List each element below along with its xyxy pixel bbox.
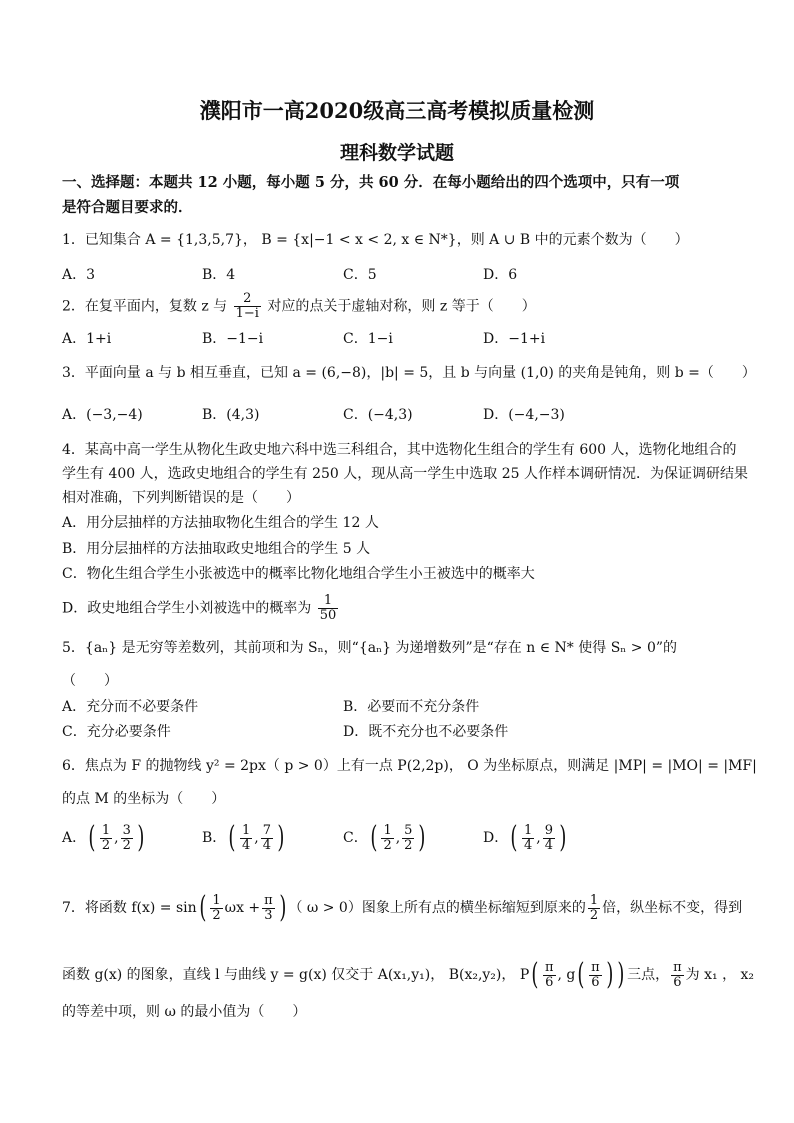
question-6-stem: 6．焦点为 F 的抛物线 y² = 2px（ p > 0）上有一点 P(2,2p)， O 为坐标原点，则满足 |MP| = |MO| = |MF| <box>62 758 757 774</box>
q7-l2-a: 函数 g(x) 的图象，直线 l 与曲线 y = g(x) 仅交于 A(x₁,y₁)， B(x₂,y₂)， P <box>62 967 530 983</box>
question-5-stem: 5．{aₙ} 是无穷等差数列，其前项和为 Sₙ，则“{aₙ} 为递增数列”是“存在 n ∈ N* 使得 Sₙ > 0”的 <box>62 640 678 656</box>
q4-option-a: A．用分层抽样的方法抽取物化生组合的学生 12 人 <box>62 515 379 531</box>
q3-option-d: D．(−4,−3) <box>483 407 565 423</box>
q7-l1-f1-num: 1 <box>212 892 221 908</box>
q6-c-x-den: 2 <box>383 837 392 853</box>
q4-option-d <box>62 594 340 623</box>
q7-l2-f3-den: 6 <box>673 974 682 990</box>
q7-l2-f3-num: π <box>673 959 682 975</box>
q5-option-d: D．既不充分也不必要条件 <box>343 724 509 740</box>
q4-frac-numerator: 1 <box>318 594 339 609</box>
q6-option-d: D．( $\frac{1}{4}$ , $\frac{9}{4}$ ) <box>483 820 567 855</box>
q2-option-d: D．−1+i <box>483 331 546 347</box>
q4-option-c: C．物化生组合学生小张被选中的概率比物化地组合学生小王被选中的概率大 <box>62 566 535 582</box>
q7-l2-b: , g <box>557 967 576 983</box>
q6-option-a-label: A． <box>62 830 87 846</box>
q2-fraction <box>234 292 261 321</box>
q6-option-c: C．( $\frac{1}{2}$ , $\frac{5}{2}$ ) <box>343 820 426 855</box>
q6-option-c-label: C． <box>343 830 368 846</box>
q1-option-c: C．5 <box>343 267 377 283</box>
q6-a-y-num: 3 <box>122 822 131 838</box>
q7-l1-f3-den: 2 <box>589 907 599 923</box>
q6-option-d-label: D． <box>483 830 509 846</box>
question-4-line3: 相对准确，下列判断错误的是（ ） <box>62 490 300 506</box>
q6-c-y-num: 5 <box>404 822 413 838</box>
q6-d-y-den: 4 <box>544 837 553 853</box>
q7-l1-f2-den: 3 <box>264 907 273 923</box>
section-instructions-line2: 是符合题目要求的． <box>62 199 193 216</box>
q7-l2-f1-den: 6 <box>545 974 554 990</box>
close-paren: ) <box>606 957 614 992</box>
q7-l2-f2-den: 6 <box>591 974 600 990</box>
q3-option-a: A．(−3,−4) <box>62 407 143 423</box>
q2-frac-denominator: 1−i <box>235 306 259 321</box>
q7-l1-f3-num: 1 <box>589 892 599 908</box>
close-paren: ) <box>279 890 287 925</box>
exam-subtitle: 理科数学试题 <box>339 142 454 164</box>
q7-l1-f1-den: 2 <box>212 907 221 923</box>
q6-b-y-num: 7 <box>262 822 272 838</box>
q5-option-b: B．必要而不充分条件 <box>343 699 480 715</box>
q2-option-b: B．−1−i <box>202 331 264 347</box>
q1-option-b: B．4 <box>202 267 236 283</box>
open-paren: ( <box>531 957 539 992</box>
q1-option-d: D．6 <box>483 267 518 283</box>
question-6-line2: 的点 M 的坐标为（ ） <box>62 791 226 807</box>
q5-option-a: A．充分而不必要条件 <box>62 699 199 715</box>
q7-l2-f1-num: π <box>544 959 554 975</box>
open-paren: ( <box>577 957 585 992</box>
question-4-line2: 学生有 400 人，选政史地组合的学生有 250 人，现从高一学生中选取 25 人作样本调研情况．为保证调研结果 <box>62 466 748 482</box>
question-5-paren: （ ） <box>62 673 118 689</box>
q3-option-c: C．(−4,3) <box>343 407 413 423</box>
q5-option-c: C．充分必要条件 <box>62 724 171 740</box>
open-paren: ( <box>88 820 96 855</box>
q6-d-x-den: 4 <box>523 837 533 853</box>
q6-option-b-label: B． <box>202 830 227 846</box>
close-paren: ) <box>559 820 567 855</box>
q1-option-a: A．3 <box>62 267 96 283</box>
q4-option-d-text: D．政史地组合学生小刘被选中的概率为 <box>62 600 312 617</box>
q7-l2-c: 三点， <box>627 967 670 983</box>
q6-b-x-den: 4 <box>242 837 251 853</box>
q3-option-b: B．(4,3) <box>202 407 260 423</box>
q2-option-c: C．1−i <box>343 331 393 347</box>
q2-frac-numerator: 2 <box>234 292 261 307</box>
question-7-line2 <box>62 957 755 992</box>
question-4-line1: 4．某高中高一学生从物化生政史地六科中选三科组合，其中选物化生组合的学生有 600 人，选物化地组合的 <box>62 442 737 458</box>
q6-d-x-num: 1 <box>523 822 533 838</box>
q6-a-x-num: 1 <box>101 822 111 838</box>
q2-option-a: A．1+i <box>62 331 112 347</box>
q7-l2-f2-num: π <box>591 959 600 975</box>
q7-l2-d: 为 x₁ ， x₂ <box>685 967 755 983</box>
exam-title: 濮阳市一高2020级高三高考模拟质量检测 <box>199 98 595 123</box>
q2-stem-end: 对应的点关于虚轴对称，则 z 等于（ ） <box>267 298 536 315</box>
q2-stem-start: 2．在复平面内，复数 z 与 <box>62 298 228 315</box>
close-paren: ) <box>418 820 426 855</box>
open-paren: ( <box>228 820 236 855</box>
q6-option-b: B．( $\frac{1}{4}$ , $\frac{7}{4}$ ) <box>202 820 285 855</box>
close-paren: ) <box>617 957 625 992</box>
question-1-stem: 1．已知集合 A = {1,3,5,7}， B = {x|−1 < x < 2, x ∈ N*}，则 A ∪ B 中的元素个数为（ ） <box>62 232 689 248</box>
q4-option-d-fraction <box>318 594 339 623</box>
q6-c-x-num: 1 <box>383 822 392 838</box>
question-7-line1 <box>62 890 743 925</box>
q6-c-y-den: 2 <box>404 837 413 853</box>
open-paren: ( <box>199 890 207 925</box>
q7-l1-d: 倍，纵坐标不变，得到 <box>602 900 743 916</box>
q6-option-a: A．( $\frac{1}{2}$ , $\frac{3}{2}$ ) <box>62 820 145 855</box>
q6-a-x-den: 2 <box>101 837 111 853</box>
question-7-line3: 的等差中项，则 ω 的最小值为（ ） <box>62 1004 307 1020</box>
q7-l1-c: （ ω > 0）图象上所有点的横坐标缩短到原来的 <box>288 900 586 916</box>
close-paren: ) <box>277 820 285 855</box>
open-paren: ( <box>370 820 378 855</box>
q6-a-y-den: 2 <box>122 837 131 853</box>
section-instructions-line1: 一、选择题：本题共 12 小题，每小题 5 分，共 60 分．在每小题给出的四个选项中，只有一项 <box>62 174 680 191</box>
q7-l1-f2-num: π <box>264 892 273 908</box>
q6-b-y-den: 4 <box>262 837 272 853</box>
q7-l1-a: 7．将函数 f(x) = sin <box>62 900 197 916</box>
question-3-stem: 3．平面向量 a 与 b 相互垂直，已知 a = (6,−8)，|b| = 5，且 b 与向量 (1,0) 的夹角是钝角，则 b =（ ） <box>62 365 756 381</box>
q6-d-y-num: 9 <box>544 822 553 838</box>
q6-b-x-num: 1 <box>242 822 251 838</box>
q7-l1-b: ωx + <box>224 900 261 916</box>
question-2-stem <box>62 292 536 321</box>
open-paren: ( <box>510 820 518 855</box>
q4-frac-denominator: 50 <box>319 608 337 623</box>
close-paren: ) <box>137 820 145 855</box>
q4-option-b: B．用分层抽样的方法抽取政史地组合的学生 5 人 <box>62 541 371 557</box>
